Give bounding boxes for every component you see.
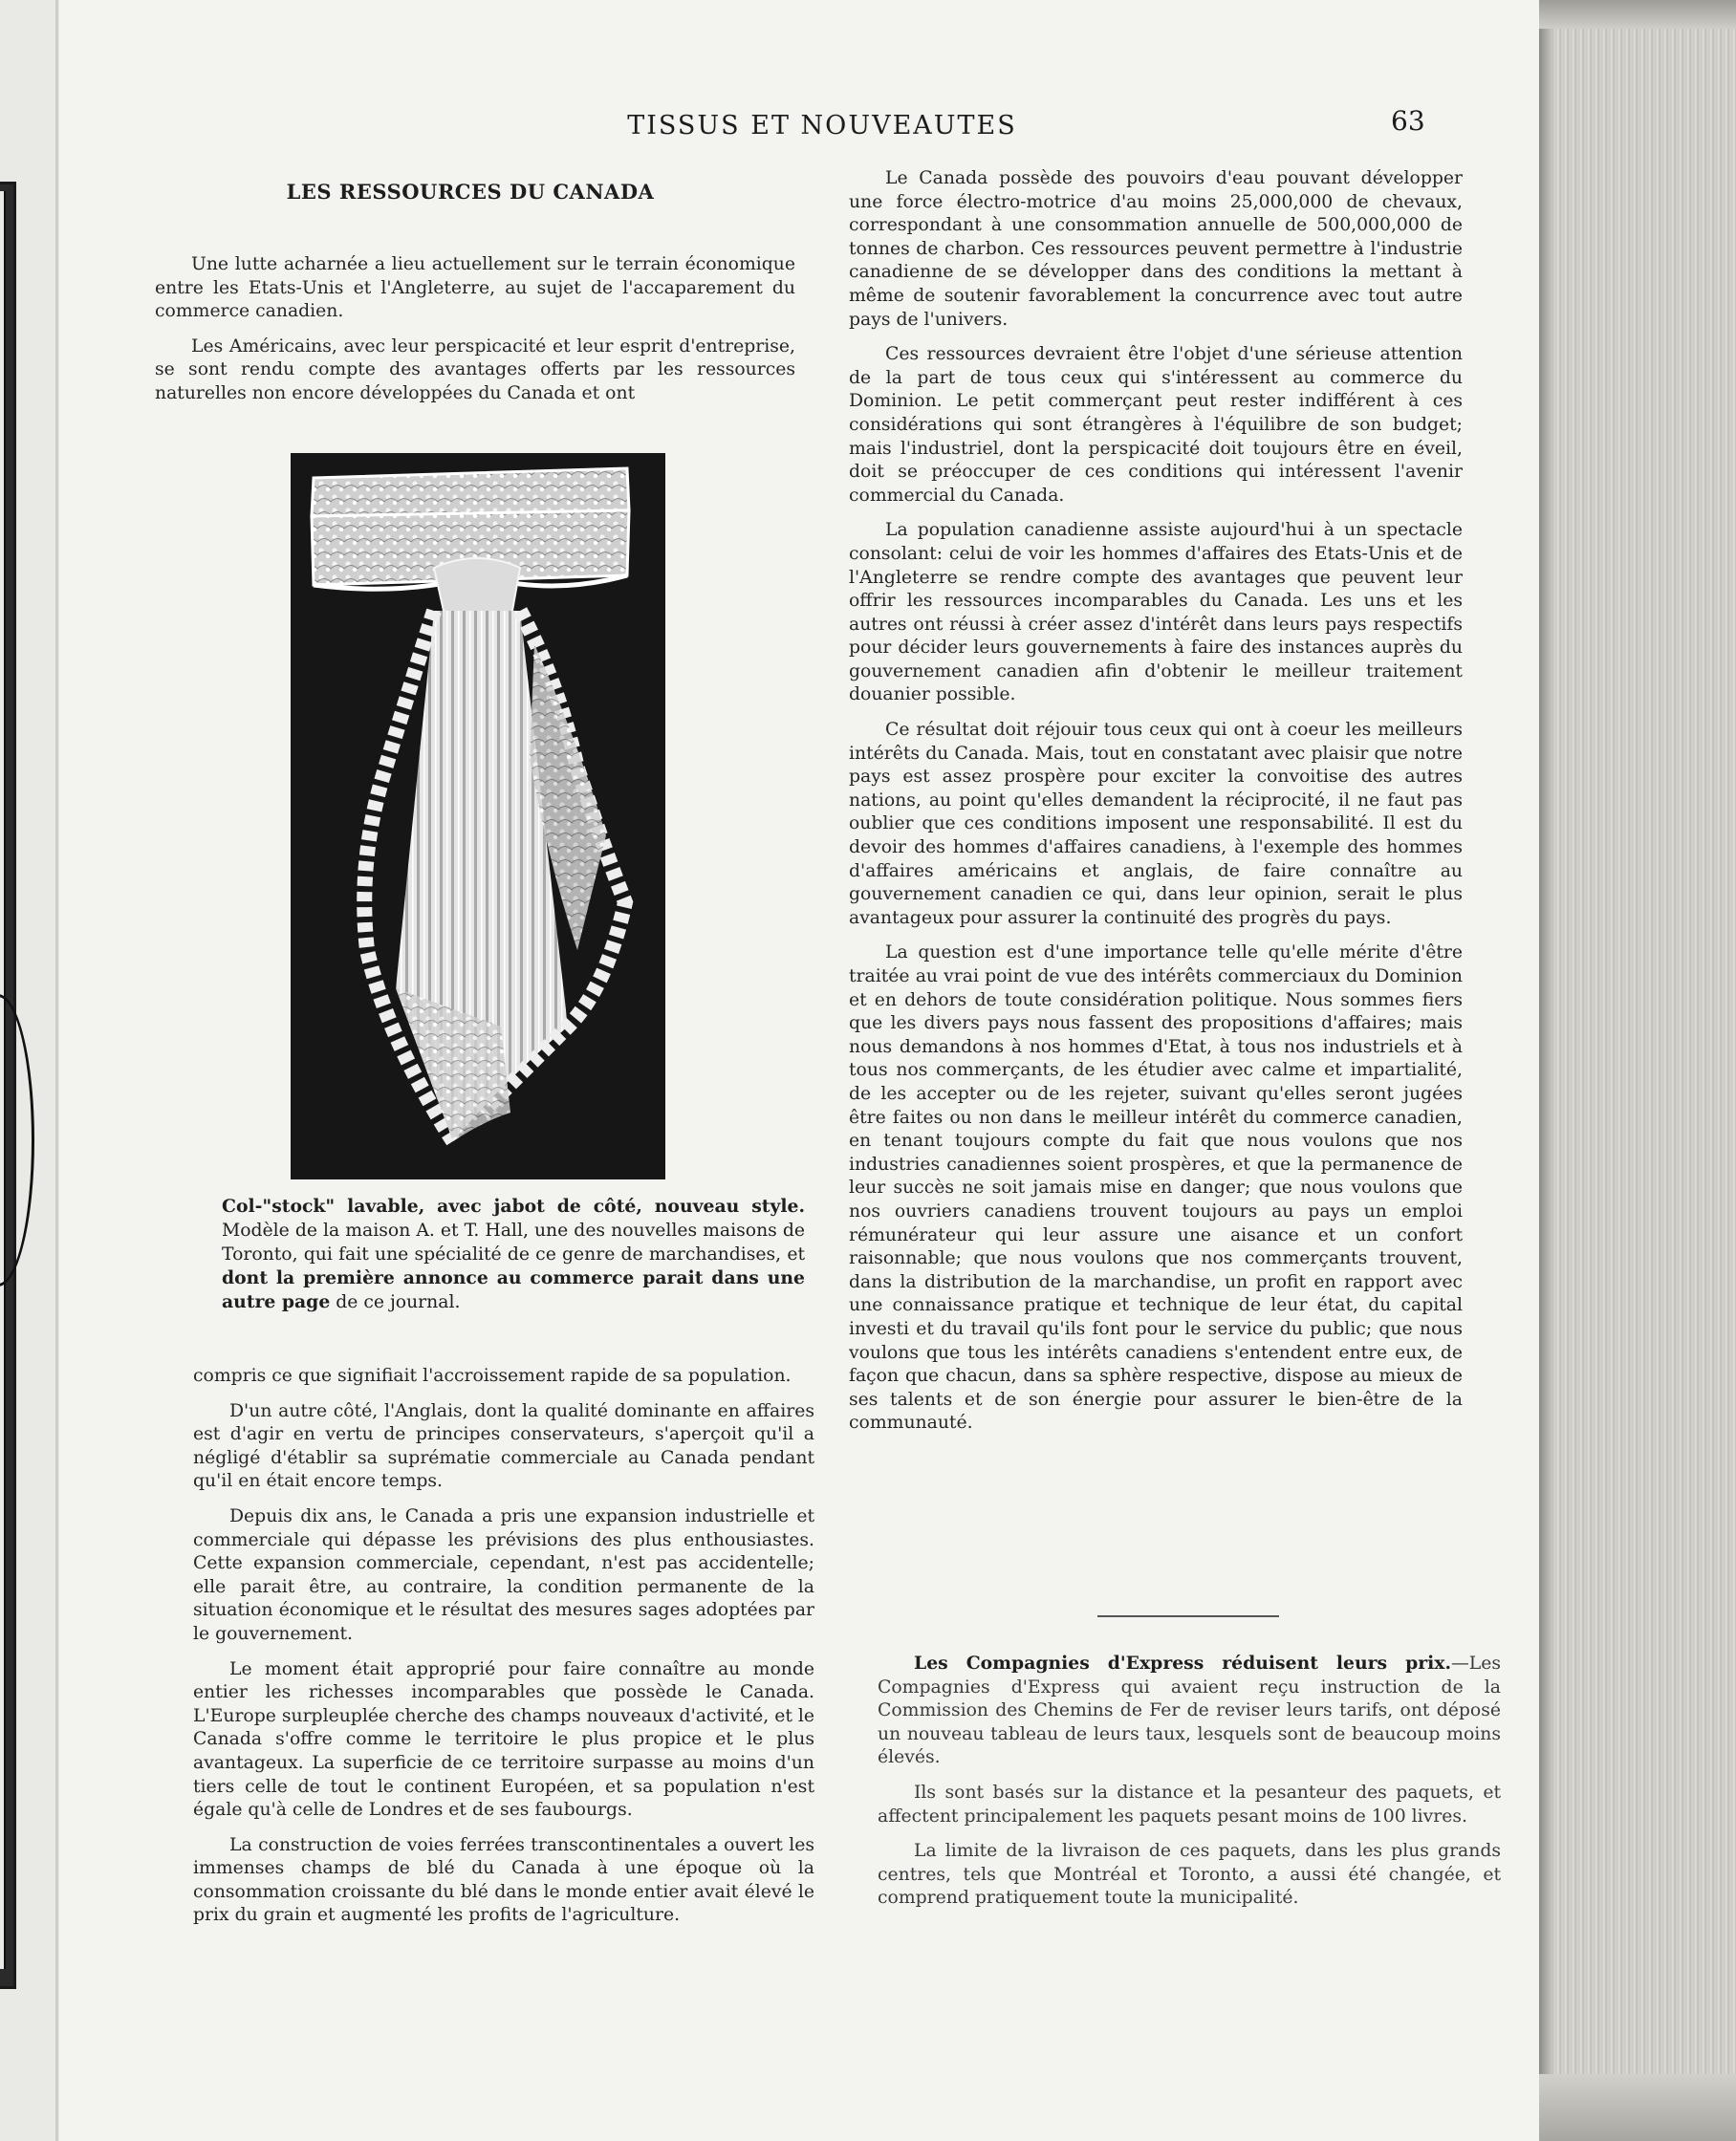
paragraph: D'un autre côté, l'Anglais, dont la qualité dominante en affaires est d'agir en vertu de principes conservateurs, s'aperçoit qu'il a négligé d'établir sa suprématie commerciale au Canada pendant qu'il en était encore temps. bbox=[193, 1400, 814, 1492]
previous-page-edge bbox=[0, 0, 59, 2141]
page-edge-shadow bbox=[1539, 0, 1552, 2141]
caption-end: de ce journal. bbox=[336, 1292, 461, 1312]
page-edge-top bbox=[1539, 0, 1736, 29]
paragraph: Le Canada possède des pouvoirs d'eau pouvant développer une force électro-motrice d'au moins 25,000,000 de chevaux, correspondant à une consommation annuelle de 500,000,000 de tonnes de charbon. Ces ressources peuvent permettre à l'industrie canadienne de se développer dans des conditions la mettant à même de soutenir favorablement la concurrence avec tout autre pays de l'univers. bbox=[849, 168, 1463, 330]
paragraph: Une lutte acharnée a lieu actuellement sur le terrain économique entre les Etats-Unis et l'Angleterre, au sujet de l'accaparement du commerce canadien. bbox=[155, 254, 795, 322]
caption-bold-2: dont la première annonce au commerce parait dans une autre page bbox=[222, 1267, 805, 1312]
paragraph: Le moment était approprié pour faire connaître au monde entier les richesses incomparables que possède le Canada. L'Europe surpleuplée cherche des champs nouveaux d'activité, et le Canada s'offre comme le territoire le plus propice et le plus avantageux. La superficie de ce territoire surpasse au moins d'un tiers celle de tout le continent Européen, et sa population n'est égale qu'à celle de Londres et de ses faubourgs. bbox=[193, 1658, 814, 1821]
express-lead-paragraph bbox=[878, 1652, 1501, 1770]
paragraph: La construction de voies ferrées transcontinentales a ouvert les immenses champs de blé du Canada à une époque où la consommation croissante du blé dans le monde entier avait élevé le prix du grain et augmenté les profits de l'agriculture. bbox=[193, 1834, 814, 1926]
paragraph: La population canadienne assiste aujourd'hui à un spectacle consolant: celui de voir les hommes d'affaires des Etats-Unis et de l'Angleterre se rendre compte des avantages que peuvent leur offrir les ressources incomparables du Canada. Les uns et les autres ont réussi à créer assez d'intérêt dans leurs pays respectifs pour décider leurs gouvernements à faire des instances auprès du gouvernement canadien afin d'obtenir le meilleur traitement douanier possible. bbox=[849, 520, 1463, 705]
section-divider bbox=[1097, 1615, 1279, 1617]
page-number: 63 bbox=[1391, 105, 1425, 137]
paragraph: Ils sont basés sur la distance et la pesanteur des paquets, et affectent principalement les paquets pesant moins de 100 livres. bbox=[878, 1782, 1501, 1827]
express-article bbox=[878, 1652, 1501, 1922]
paragraph: compris ce que signifiait l'accroissement rapide de sa population. bbox=[193, 1366, 792, 1386]
paragraph: Les Américains, avec leur perspicacité et leur esprit d'entreprise, se sont rendu compte des avantages offerts par les ressources naturelles non encore développées du Canada et ont bbox=[155, 335, 795, 403]
paragraph: Depuis dix ans, le Canada a pris une expansion industrielle et commerciale qui dépasse les prévisions des plus enthousiastes. Cette expansion commerciale, cependant, n'est pas accidentelle; elle parait être, au contraire, la condition permanente de la situation économique et le résultat des mesures sages adoptées par le gouvernement. bbox=[193, 1505, 814, 1644]
lace-collar-photo bbox=[291, 453, 665, 1179]
express-title: Les Compagnies d'Express réduisent leurs prix. bbox=[914, 1653, 1451, 1674]
express-lead: —Les Compagnies d'Express qui avaient reçu instruction de la Commission des Chemins de Fer de reviser leurs tarifs, ont déposé un nouveau tableau de leurs taux, lesquels sont de beaucoup moins élevés. bbox=[878, 1654, 1501, 1768]
paragraph: Ce résultat doit réjouir tous ceux qui ont à coeur les meilleurs intérêts du Canada. Mais, tout en constatant avec plaisir que notre pays est assez prospère pour exciter la convoitise des autres nations, au point qu'elles demandent la réciprocité, il ne faut pas oublier que ces conditions imposent une responsabilité. Il est du devoir des hommes d'affaires canadiens, à l'exemple des hommes d'affaires américains et anglais, de faire connaître au gouvernement canadien ce qui, dans leur opinion, serait le plus avantageux pour assurer la continuité des progrès du pays. bbox=[849, 720, 1463, 928]
paragraph: La question est d'une importance telle qu'elle mérite d'être traitée au vrai point de vue des intérêts commerciaux du Dominion et en dehors de toute considération politique. Nous sommes fiers que les divers pays nous fassent des propositions d'affaires; mais nous demandons à nos hommes d'Etat, à tous nos industriels et à tous nos commerçants, de les étudier avec calme et impartialité, de les accepter ou de les rejeter, suivant qu'elles seront jugées être faites ou non dans le meilleur intérêt du commerce canadien, en tenant toujours compte du fait que nous voulons que nos industries canadiennes soient prospères, et que la permanence de leur succès ne soit jamais mise en danger; que nous voulons que nos ouvriers canadiens trouvent toujours au pays un emploi rémunérateur qui leur assure une aisance et un confort raisonnable; que nous voulons que nos commerçants trouvent, dans la distribution de la marchandise, un profit en rapport avec une connaissance pratique et technique de leur état, du capital investi et du travail qu'ils font pour le service du public; que nous voulons que tous les intérêts canadiens s'entendent entre eux, de façon que chacun, dans sa sphère respective, dispose au mieux de ses talents et de son énergie pour assurer le bien-être de la communauté. bbox=[849, 942, 1463, 1434]
left-column-top bbox=[155, 253, 795, 418]
caption-bold: Col-"stock" lavable, avec jabot de côté, nouveau style. bbox=[222, 1196, 805, 1217]
page-edge-bottom bbox=[1539, 2074, 1736, 2141]
lace-collar-illustration bbox=[291, 453, 665, 1179]
previous-page-ornament bbox=[0, 994, 34, 1287]
book-page-edges bbox=[1539, 0, 1736, 2141]
running-head: TISSUS ET NOUVEAUTES bbox=[627, 111, 1017, 141]
article-title: LES RESSOURCES DU CANADA bbox=[286, 180, 655, 204]
left-column-bottom bbox=[193, 1365, 814, 1939]
caption-text: Modèle de la maison A. et T. Hall, une des nouvelles maisons de Toronto, qui fait une spécialité de ce genre de marchandises, et bbox=[222, 1221, 805, 1265]
right-column bbox=[849, 167, 1463, 1447]
paragraph: La limite de la livraison de ces paquets, dans les plus grands centres, tels que Montréal et Toronto, a aussi été changée, et comprend pratiquement toute la municipalité. bbox=[878, 1841, 1501, 1909]
photo-caption bbox=[222, 1195, 805, 1314]
gutter-line bbox=[55, 0, 58, 2141]
paragraph: Ces ressources devraient être l'objet d'une sérieuse attention de la part de tous ceux qui s'intéressent au commerce du Dominion. Le petit commerçant peut rester indifférent à ces considérations qui sont étrangères à l'équilibre de son budget; mais l'industriel, dont la perspicacité doit toujours être en éveil, doit se préoccuper de ces conditions qui intéressent l'avenir commercial du Canada. bbox=[849, 344, 1463, 506]
